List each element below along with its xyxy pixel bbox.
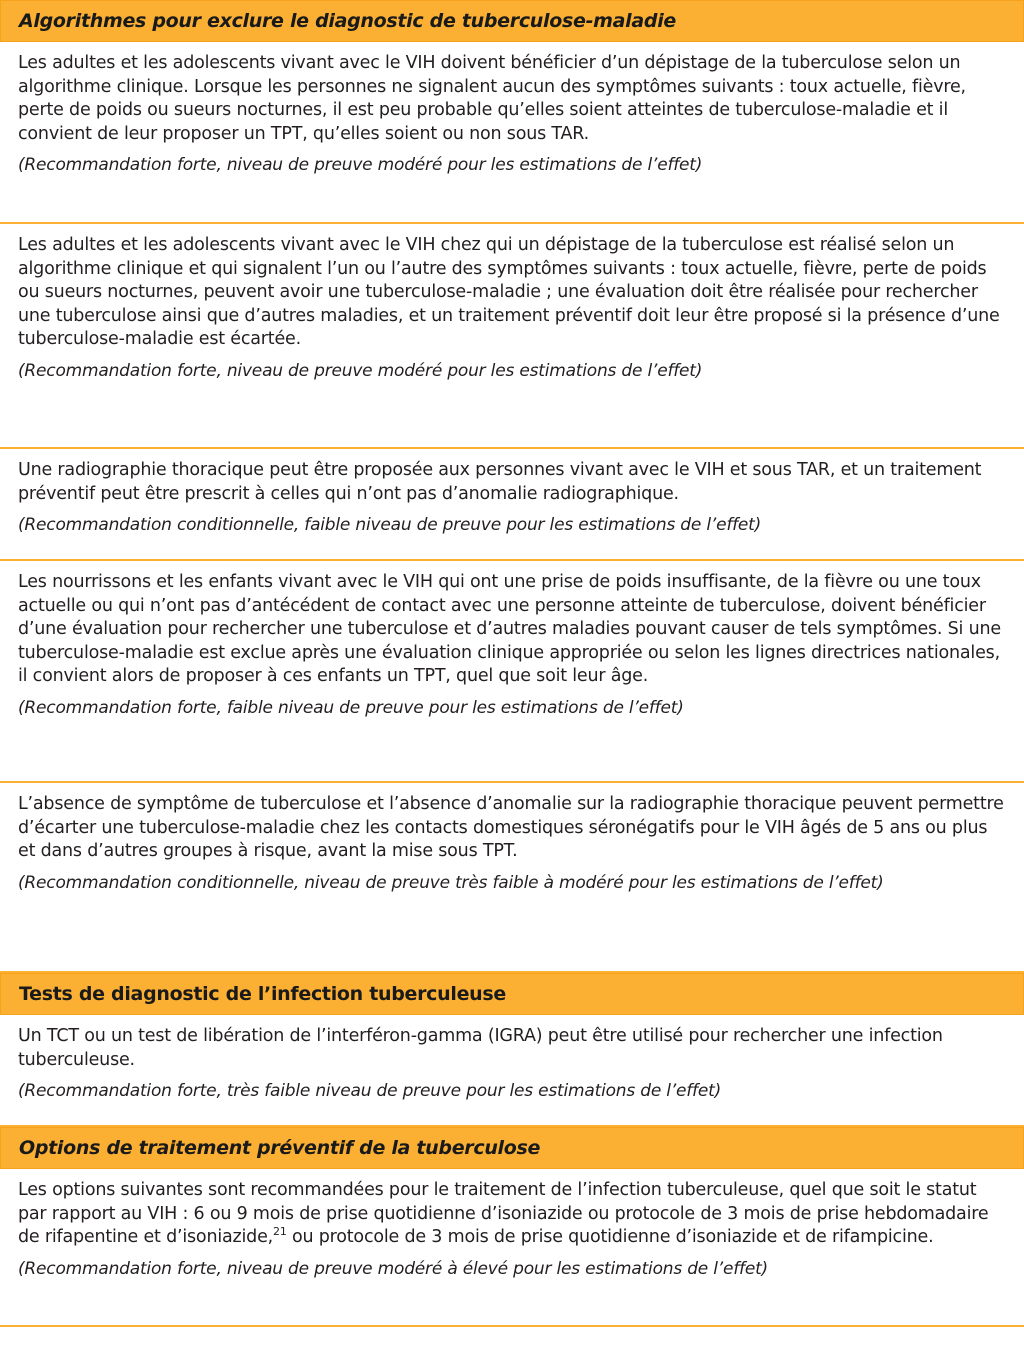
- recommendation-text: Les adultes et les adolescents vivant avec le VIH doivent bénéficier d’un dépistage de la tuberculose selon un algorithme clinique. Lorsque les personnes ne signalent aucun des symptômes suivants : toux actuelle, fièvre, perte de poids ou sueurs nocturnes, il est peu probable qu’elles soient atteintes de tuberculose-maladie et il convient de leur proposer un TPT, qu’elles soient ou non sous TAR.: [18, 53, 966, 144]
- recommendation-block: [0, 1169, 1024, 1327]
- recommendation-strength: (Recommandation forte, niveau de preuve modéré à élevé pour les estimations de l’effet): [18, 1258, 768, 1279]
- recommendation-strength: (Recommandation forte, très faible niveau de preuve pour les estimations de l’effet): [18, 1081, 722, 1101]
- recommendation-text: Une radiographie thoracique peut être proposée aux personnes vivant avec le VIH et sous TAR, et un traitement préventif peut être prescrit à celles qui n’ont pas d’anomalie radiographique.: [18, 460, 982, 504]
- recommendation-text: L’absence de symptôme de tuberculose et l’absence d’anomalie sur la radiographie thoracique peuvent permettre d’écarter une tuberculose-maladie chez les contacts domestiques séronégatifs pour le VIH âgés de 5 ans ou plus et dans d’autres groupes à risque, avant la mise sous TPT.: [18, 794, 1004, 861]
- recommendation-strength: (Recommandation conditionnelle, faible niveau de preuve pour les estimations de l’effet): [18, 515, 762, 535]
- section-header-exclude-tb-disease: [0, 0, 1024, 42]
- recommendation-block: [0, 1015, 1024, 1127]
- recommendation-block: [0, 42, 1024, 224]
- recommendation-text: Un TCT ou un test de libération de l’interféron-gamma (IGRA) peut être utilisé pour rechercher une infection tuberculeuse.: [18, 1026, 943, 1070]
- recommendation-strength: (Recommandation conditionnelle, niveau de preuve très faible à modéré pour les estimations de l’effet): [18, 872, 884, 893]
- section-header-title: Algorithmes pour exclure le diagnostic de tuberculose-maladie: [19, 10, 677, 32]
- section-header-title: Tests de diagnostic de l’infection tuberculeuse: [19, 983, 506, 1005]
- section-header-tpt-options: [0, 1127, 1024, 1169]
- recommendation-text: [18, 1179, 1006, 1250]
- recommendation-text-part: Les options suivantes sont recommandées pour le traitement de l’infection tuberculeuse, quel que soit le statut par rapport au VIH : 6 ou 9 mois de prise quotidienne d’isoniazide ou protocole de 3 mois de prise hebdomadaire de rifapentine et d’isoniazide,: [18, 1180, 989, 1247]
- recommendation-strength: (Recommandation forte, faible niveau de preuve pour les estimations de l’effet): [18, 697, 684, 718]
- recommendation-strength: (Recommandation forte, niveau de preuve modéré pour les estimations de l’effet): [18, 155, 703, 175]
- section-header-title: Options de traitement préventif de la tuberculose: [19, 1137, 541, 1159]
- recommendation-strength: (Recommandation forte, niveau de preuve modéré pour les estimations de l’effet): [18, 360, 703, 381]
- recommendation-text-part: ou protocole de 3 mois de prise quotidienne d’isoniazide et de rifampicine.: [286, 1227, 934, 1247]
- recommendation-block: [0, 561, 1024, 783]
- reference-superscript: 21: [273, 1225, 287, 1239]
- recommendation-text: Les nourrissons et les enfants vivant avec le VIH qui ont une prise de poids insuffisante, de la fièvre ou une toux actuelle ou qui n’ont pas d’antécédent de contact avec une personne atteinte de tuberculose, doivent bénéficier d’une évaluation pour rechercher une tuberculose et d’autres maladies pouvant causer de tels symptômes. Si une tuberculose-maladie est exclue après une évaluation clinique appropriée ou selon les lignes directrices nationales, il convient alors de proposer à ces enfants un TPT, quel que soit leur âge.: [18, 572, 1001, 686]
- recommendation-block: [0, 449, 1024, 561]
- recommendation-block: [0, 783, 1024, 973]
- recommendation-text: Les adultes et les adolescents vivant avec le VIH chez qui un dépistage de la tuberculose est réalisé selon un algorithme clinique et qui signalent l’un ou l’autre des symptômes suivants : toux actuelle, fièvre, perte de poids ou sueurs nocturnes, peuvent avoir une tuberculose-maladie ; une évaluation doit être réalisée pour rechercher une tuberculose ainsi que d’autres maladies, et un traitement préventif doit leur être proposé si la présence d’une tuberculose-maladie est écartée.: [18, 235, 1000, 349]
- section-header-tb-infection-tests: [0, 973, 1024, 1015]
- recommendation-block: [0, 224, 1024, 449]
